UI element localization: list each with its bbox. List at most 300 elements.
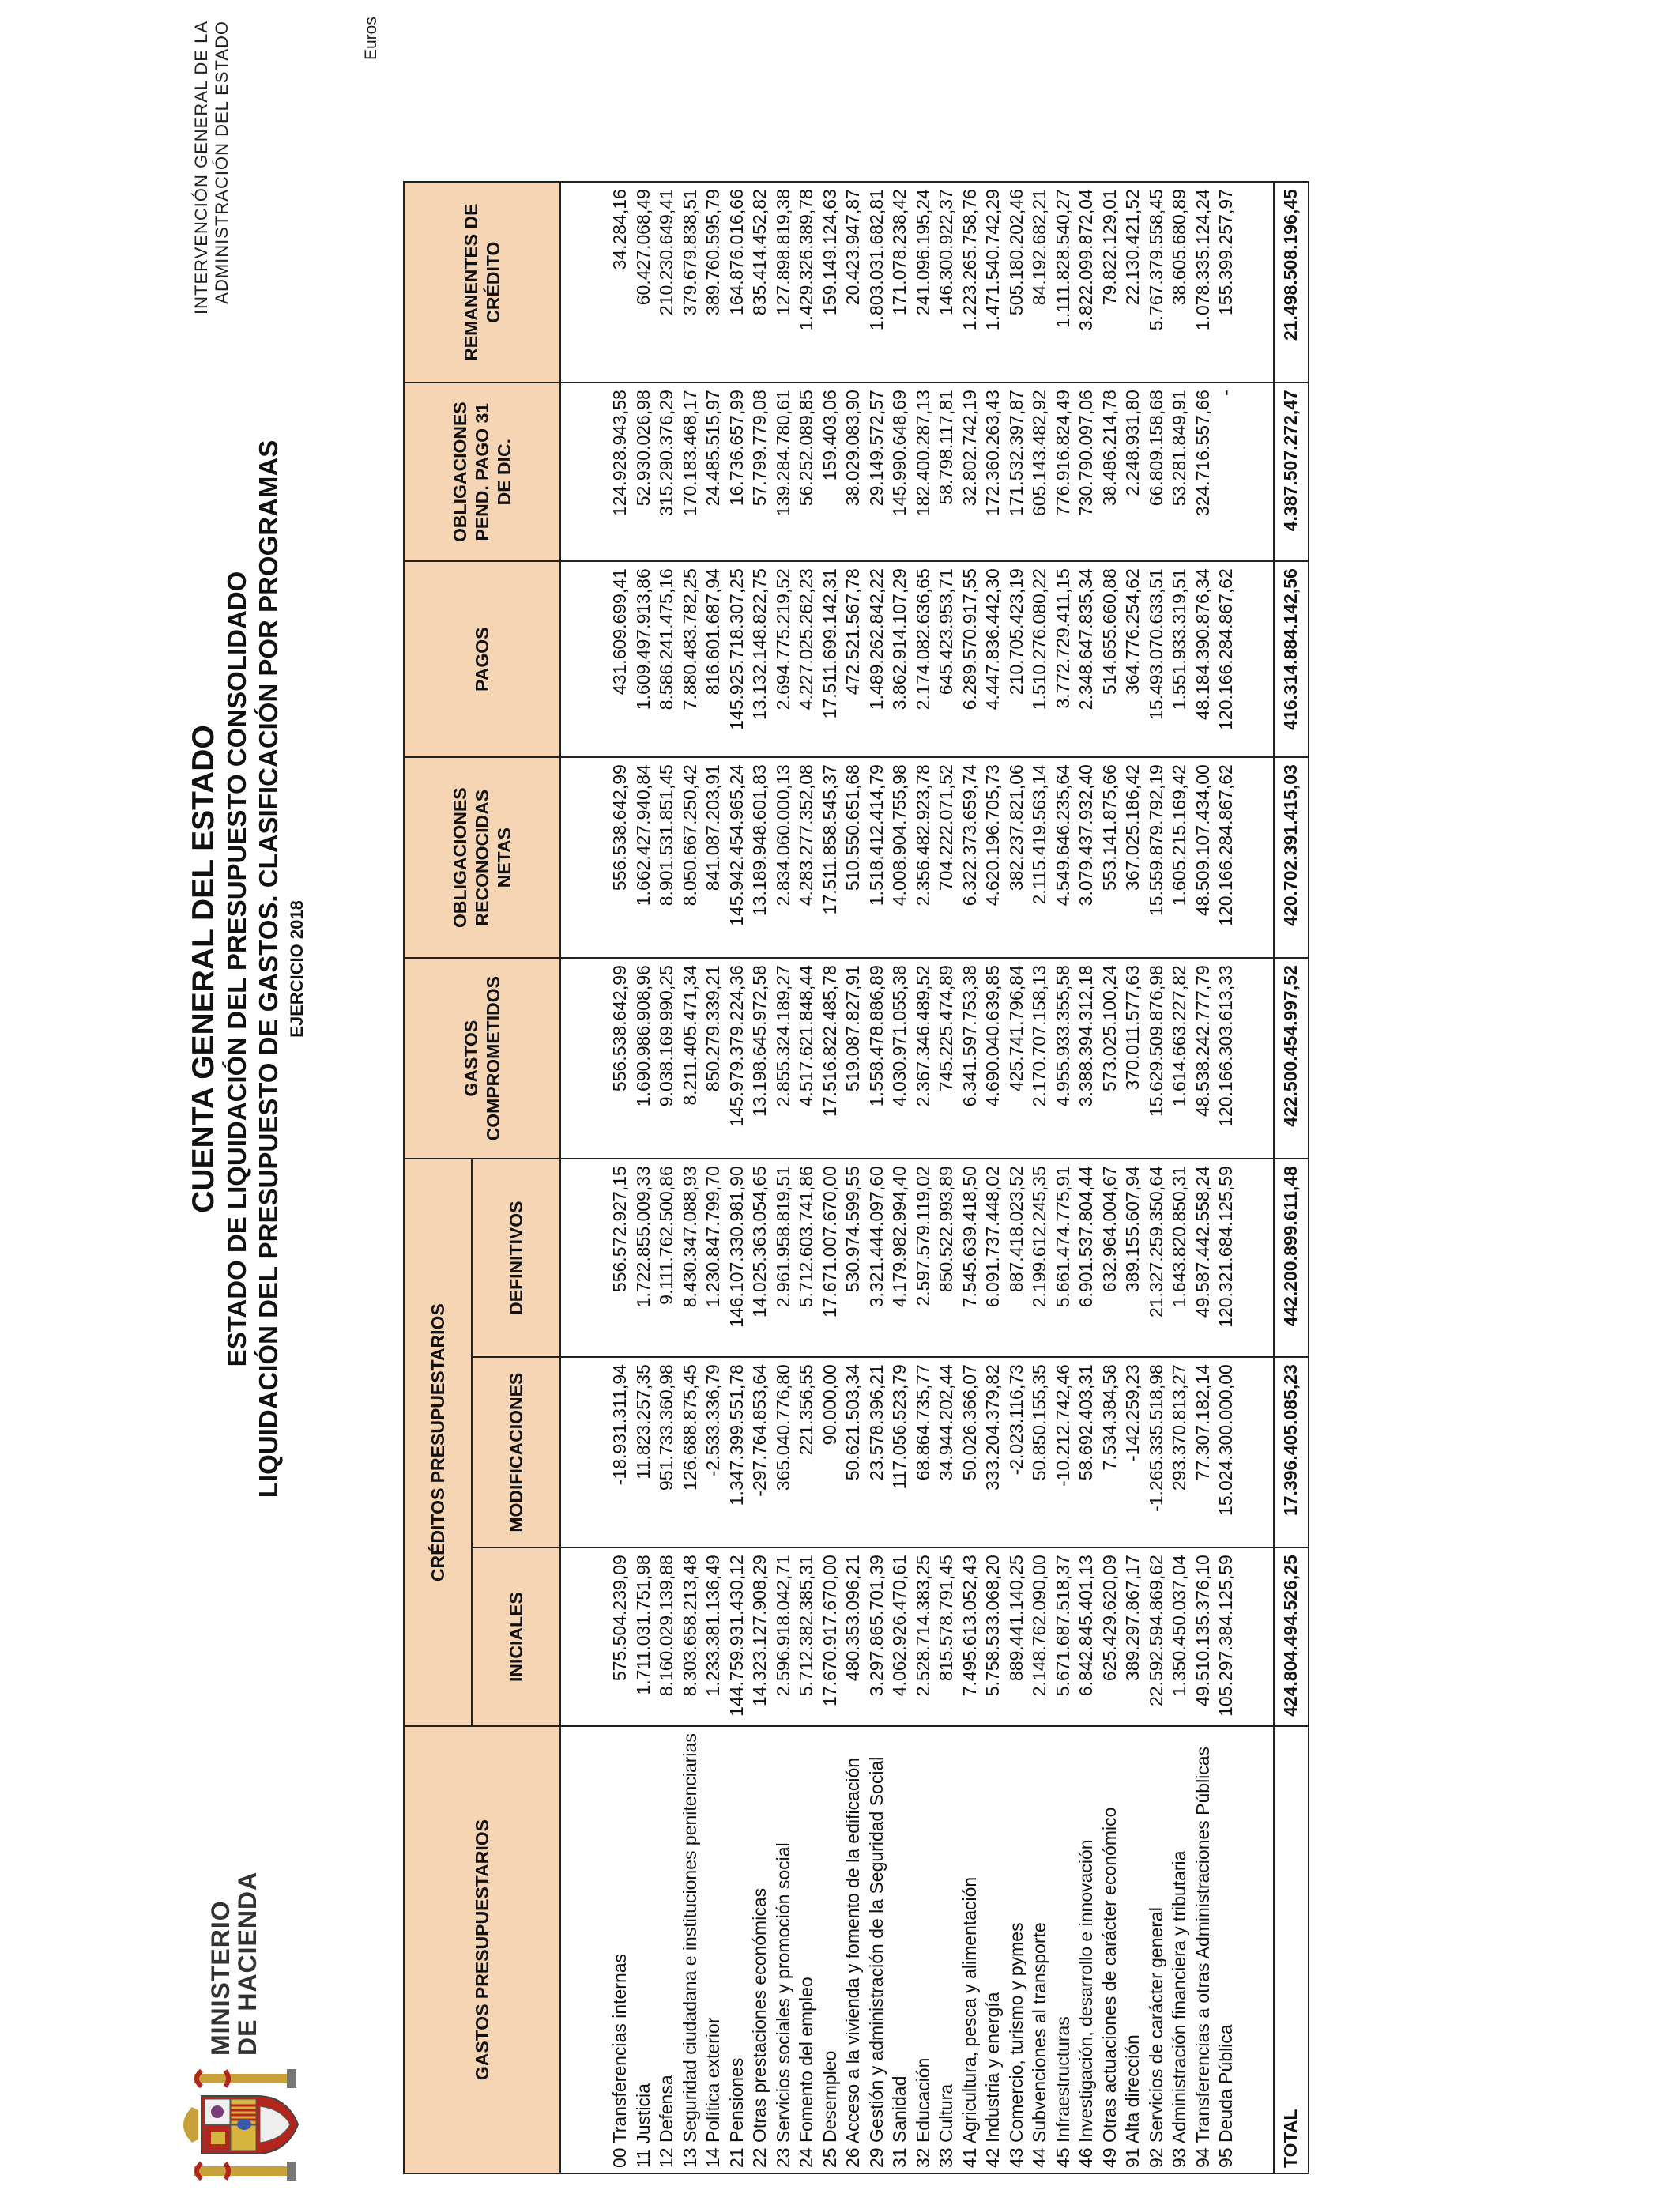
pendientes-cell: 324.716.557,66 (1192, 383, 1215, 561)
pendientes-cell: - (1215, 383, 1274, 561)
definitivos-cell: 2.597.579.119,02 (912, 1159, 936, 1357)
pagos-cell: 1.609.497.913,86 (632, 561, 656, 757)
modificaciones-cell: 15.024.300.000,00 (1215, 1357, 1274, 1547)
definitivos-cell: 1.643.820.850,31 (1168, 1159, 1192, 1357)
pagos-cell: 120.166.284.867,62 (1215, 561, 1274, 757)
comprometidos-cell: 3.388.394.312,18 (1075, 958, 1098, 1159)
remanentes-cell: 34.284,16 (560, 182, 632, 383)
program-name: 92 Servicios de carácter general (1145, 1726, 1169, 2173)
program-name: 31 Sanidad (888, 1726, 912, 2173)
remanentes-cell: 38.605.680,89 (1168, 182, 1192, 383)
issuing-office (191, 21, 232, 321)
comprometidos-cell: 4.030.971.055,38 (888, 958, 912, 1159)
table-body (560, 182, 1309, 2173)
pagos-cell: 1.551.933.319,51 (1168, 561, 1192, 757)
pagos-cell: 3.862.914.107,29 (888, 561, 912, 757)
remanentes-cell: 1.803.031.682,81 (865, 182, 889, 383)
remanentes-cell: 79.822.129,01 (1098, 182, 1122, 383)
program-name: 25 Desempleo (819, 1726, 842, 2173)
header-definitivos: DEFINITIVOS (472, 1159, 560, 1357)
obligaciones-cell: 510.550.651,68 (842, 757, 865, 958)
coat-of-arms-logo (178, 2068, 312, 2182)
pendientes-cell: 52.930.026,98 (632, 383, 656, 561)
pendientes-cell: 38.029.083,90 (842, 383, 865, 561)
remanentes-cell: 1.429.326.389,78 (795, 182, 819, 383)
pendientes-cell: 139.284.780,61 (772, 383, 796, 561)
report-titles (186, 218, 308, 1720)
remanentes-cell: 1.223.265.758,76 (959, 182, 982, 383)
modificaciones-cell: -18.931.311,94 (560, 1357, 632, 1547)
total-definitivos-cell: 442.200.899.611,48 (1274, 1159, 1309, 1357)
obligaciones-cell: 8.901.531.851,45 (655, 757, 679, 958)
comprometidos-cell: 745.225.474,89 (935, 958, 959, 1159)
table-row (819, 182, 842, 2173)
modificaciones-cell: 333.204.379,82 (981, 1357, 1005, 1547)
comprometidos-cell: 2.367.346.489,52 (912, 958, 936, 1159)
pendientes-cell: 145.990.648,69 (888, 383, 912, 561)
iniciales-cell: 2.148.762.090,00 (1028, 1547, 1052, 1726)
iniciales-cell: 889.441.140,25 (1005, 1547, 1029, 1726)
fiscal-year: EJERCICIO 2018 (287, 900, 307, 1038)
total-pagos-cell: 416.314.884.142,56 (1274, 561, 1309, 757)
pagos-cell: 8.586.241.475,16 (655, 561, 679, 757)
currency-label: Euros (362, 17, 380, 60)
pagos-cell: 816.601.687,94 (702, 561, 725, 757)
table-row (725, 182, 749, 2173)
iniciales-cell: 5.758.533.068,20 (981, 1547, 1005, 1726)
definitivos-cell: 7.545.639.418,50 (959, 1159, 982, 1357)
comprometidos-cell: 1.690.986.908,96 (632, 958, 656, 1159)
iniciales-cell: 8.303.658.213,48 (679, 1547, 703, 1726)
remanentes-cell: 84.192.682,21 (1028, 182, 1052, 383)
pagos-cell: 145.925.718.307,25 (725, 561, 749, 757)
program-name: 93 Administración financiera y tributaria (1168, 1726, 1192, 2173)
obligaciones-cell: 13.189.948.601,83 (748, 757, 772, 958)
table-row (795, 182, 819, 2173)
obligaciones-cell: 120.166.284.867,62 (1215, 757, 1274, 958)
header-modificaciones: MODIFICACIONES (472, 1357, 560, 1547)
remanentes-cell: 22.130.421,52 (1121, 182, 1145, 383)
definitivos-cell: 14.025.363.054,65 (748, 1159, 772, 1357)
modificaciones-cell: 23.578.396,21 (865, 1357, 889, 1547)
comprometidos-cell: 8.211.405.471,34 (679, 958, 703, 1159)
definitivos-cell: 850.522.993,89 (935, 1159, 959, 1357)
modificaciones-cell: 126.688.875,45 (679, 1357, 703, 1547)
pendientes-cell: 53.281.849,91 (1168, 383, 1192, 561)
table-row (679, 182, 703, 2173)
issuing-office-line1: INTERVENCIÓN GENERAL DE LA (191, 21, 211, 315)
table-row (748, 182, 772, 2173)
program-name: 95 Deuda Pública (1215, 1726, 1274, 2173)
comprometidos-cell: 425.741.796,84 (1005, 958, 1029, 1159)
modificaciones-cell: -2.533.336,79 (702, 1357, 725, 1547)
remanentes-cell: 127.898.819,38 (772, 182, 796, 383)
remanentes-cell: 5.767.379.558,45 (1145, 182, 1169, 383)
pendientes-cell: 171.532.397,87 (1005, 383, 1029, 561)
definitivos-cell: 6.091.737.448,02 (981, 1159, 1005, 1357)
definitivos-cell: 120.321.684.125,59 (1215, 1159, 1274, 1357)
comprometidos-cell: 556.538.642,99 (560, 958, 632, 1159)
definitivos-cell: 887.418.023,52 (1005, 1159, 1029, 1357)
table-row (1168, 182, 1192, 2173)
comprometidos-cell: 573.025.100,24 (1098, 958, 1122, 1159)
table-row (702, 182, 725, 2173)
comprometidos-cell: 6.341.597.753,38 (959, 958, 982, 1159)
definitivos-cell: 1.230.847.799,70 (702, 1159, 725, 1357)
table-row (1192, 182, 1215, 2173)
program-name: 21 Pensiones (725, 1726, 749, 2173)
total-label: TOTAL (1274, 1726, 1309, 2173)
table-row (1121, 182, 1145, 2173)
table-row (981, 182, 1005, 2173)
iniciales-cell: 2.528.714.383,25 (912, 1547, 936, 1726)
program-name: 44 Subvenciones al transporte (1028, 1726, 1052, 2173)
table-row (1145, 182, 1169, 2173)
program-name: 26 Acceso a la vivienda y fomento de la edificación (842, 1726, 865, 2173)
iniciales-cell: 480.353.096,21 (842, 1547, 865, 1726)
remanentes-cell: 1.111.828.540,27 (1052, 182, 1075, 383)
table-row (865, 182, 889, 2173)
comprometidos-cell: 519.087.827,91 (842, 958, 865, 1159)
pagos-cell: 13.132.148.822,75 (748, 561, 772, 757)
iniciales-cell: 815.578.791,45 (935, 1547, 959, 1726)
comprometidos-cell: 13.198.645.972,58 (748, 958, 772, 1159)
table-row (1052, 182, 1075, 2173)
obligaciones-cell: 2.115.419.563,14 (1028, 757, 1052, 958)
remanentes-cell: 155.399.257,97 (1215, 182, 1274, 383)
iniciales-cell: 5.712.382.385,31 (795, 1547, 819, 1726)
remanentes-cell: 20.423.947,87 (842, 182, 865, 383)
iniciales-cell: 4.062.926.470,61 (888, 1547, 912, 1726)
iniciales-cell: 8.160.029.139,88 (655, 1547, 679, 1726)
pagos-cell: 514.655.660,88 (1098, 561, 1122, 757)
remanentes-cell: 60.427.068,49 (632, 182, 656, 383)
pagos-cell: 1.510.276.080,22 (1028, 561, 1052, 757)
total-pendientes-cell: 4.387.507.272,47 (1274, 383, 1309, 561)
definitivos-cell: 9.111.762.500,86 (655, 1159, 679, 1357)
modificaciones-cell: 7.534.384,58 (1098, 1357, 1122, 1547)
obligaciones-cell: 3.079.437.932,40 (1075, 757, 1098, 958)
definitivos-cell: 21.327.259.350,64 (1145, 1159, 1169, 1357)
definitivos-cell: 17.671.007.670,00 (819, 1159, 842, 1357)
ministry-name (207, 1872, 261, 2056)
definitivos-cell: 389.155.607,94 (1121, 1159, 1145, 1357)
table-row (1005, 182, 1029, 2173)
comprometidos-cell: 4.690.040.639,85 (981, 958, 1005, 1159)
definitivos-cell: 530.974.599,55 (842, 1159, 865, 1357)
modificaciones-cell: 58.692.403,31 (1075, 1357, 1098, 1547)
program-name: 32 Educación (912, 1726, 936, 2173)
remanentes-cell: 171.078.238,42 (888, 182, 912, 383)
definitivos-cell: 49.587.442.558,24 (1192, 1159, 1215, 1357)
budget-table (403, 181, 1309, 2174)
table-row (560, 182, 632, 2173)
remanentes-cell: 3.822.099.872,04 (1075, 182, 1098, 383)
iniciales-cell: 22.592.594.869,62 (1145, 1547, 1169, 1726)
pagos-cell: 15.493.070.633,51 (1145, 561, 1169, 757)
pagos-cell: 2.694.775.219,52 (772, 561, 796, 757)
ministry-line1: MINISTERIO (206, 1900, 235, 2056)
program-name: 33 Cultura (935, 1726, 959, 2173)
modificaciones-cell: 50.850.155,35 (1028, 1357, 1052, 1547)
definitivos-cell: 556.572.927,15 (560, 1159, 632, 1357)
header-pendientes: OBLIGACIONES PEND. PAGO 31 DE DIC. (404, 383, 560, 561)
pagos-cell: 3.772.729.411,15 (1052, 561, 1075, 757)
obligaciones-cell: 1.518.412.414,79 (865, 757, 889, 958)
modificaciones-cell: 90.000,00 (819, 1357, 842, 1547)
program-name: 29 Gestión y administración de la Seguridad Social (865, 1726, 889, 2173)
modificaciones-cell: -142.259,23 (1121, 1357, 1145, 1547)
pendientes-cell: 159.403,06 (819, 383, 842, 561)
obligaciones-cell: 841.087.203,91 (702, 757, 725, 958)
remanentes-cell: 389.760.595,79 (702, 182, 725, 383)
pendientes-cell: 57.799.779,08 (748, 383, 772, 561)
pendientes-cell: 16.736.657,99 (725, 383, 749, 561)
pendientes-cell: 2.248.931,80 (1121, 383, 1145, 561)
obligaciones-cell: 6.322.373.659,74 (959, 757, 982, 958)
program-name: 94 Transferencias a otras Administraciones Públicas (1192, 1726, 1215, 2173)
obligaciones-cell: 2.356.482.923,78 (912, 757, 936, 958)
program-name: 12 Defensa (655, 1726, 679, 2173)
header-obligaciones: OBLIGACIONES RECONOCIDAS NETAS (404, 757, 560, 958)
iniciales-cell: 7.495.613.052,43 (959, 1547, 982, 1726)
iniciales-cell: 1.711.031.751,98 (632, 1547, 656, 1726)
definitivos-cell: 2.199.612.245,35 (1028, 1159, 1052, 1357)
obligaciones-cell: 4.008.904.755,98 (888, 757, 912, 958)
issuing-office-line2: ADMINISTRACIÓN DEL ESTADO (212, 21, 232, 304)
program-name: 22 Otras prestaciones económicas (748, 1726, 772, 2173)
table-row (1075, 182, 1098, 2173)
definitivos-cell: 2.961.958.819,51 (772, 1159, 796, 1357)
modificaciones-cell: 1.347.399.551,78 (725, 1357, 749, 1547)
comprometidos-cell: 120.166.303.613,33 (1215, 958, 1274, 1159)
table-row (1215, 182, 1274, 2173)
remanentes-cell: 379.679.838,51 (679, 182, 703, 383)
modificaciones-cell: 11.823.257,35 (632, 1357, 656, 1547)
comprometidos-cell: 15.629.509.876,98 (1145, 958, 1169, 1159)
program-name: 43 Comercio, turismo y pymes (1005, 1726, 1029, 2173)
remanentes-cell: 164.876.016,66 (725, 182, 749, 383)
table-row (772, 182, 796, 2173)
comprometidos-cell: 2.855.324.189,27 (772, 958, 796, 1159)
iniciales-cell: 105.297.384.125,59 (1215, 1547, 1274, 1726)
total-modificaciones-cell: 17.396.405.085,23 (1274, 1357, 1309, 1547)
pagos-cell: 1.489.262.842,22 (865, 561, 889, 757)
definitivos-cell: 6.901.537.804,44 (1075, 1159, 1098, 1357)
comprometidos-cell: 17.516.822.485,78 (819, 958, 842, 1159)
pagos-cell: 431.609.699,41 (560, 561, 632, 757)
total-remanentes-cell: 21.498.508.196,45 (1274, 182, 1309, 383)
modificaciones-cell: 293.370.813,27 (1168, 1357, 1192, 1547)
definitivos-cell: 146.107.330.981,90 (725, 1159, 749, 1357)
pagos-cell: 6.289.570.917,55 (959, 561, 982, 757)
pendientes-cell: 605.143.482,92 (1028, 383, 1052, 561)
pagos-cell: 7.880.483.782,25 (679, 561, 703, 757)
comprometidos-cell: 1.558.478.886,89 (865, 958, 889, 1159)
obligaciones-cell: 17.511.858.545,37 (819, 757, 842, 958)
obligaciones-cell: 556.538.642,99 (560, 757, 632, 958)
pendientes-cell: 58.798.117,81 (935, 383, 959, 561)
comprometidos-cell: 4.517.621.848,44 (795, 958, 819, 1159)
remanentes-cell: 835.414.452,82 (748, 182, 772, 383)
remanentes-cell: 1.078.335.124,24 (1192, 182, 1215, 383)
pendientes-cell: 172.360.263,43 (981, 383, 1005, 561)
header-iniciales: INICIALES (472, 1547, 560, 1726)
header-gastos: GASTOS PRESUPUESTARIOS (404, 1726, 560, 2173)
modificaciones-cell: 951.733.360,98 (655, 1357, 679, 1547)
program-name: 46 Investigación, desarrollo e innovación (1075, 1726, 1098, 2173)
obligaciones-cell: 367.025.186,42 (1121, 757, 1145, 958)
table-row (959, 182, 982, 2173)
pagos-cell: 4.227.025.262,23 (795, 561, 819, 757)
program-name: 23 Servicios sociales y promoción social (772, 1726, 796, 2173)
remanentes-cell: 505.180.202,46 (1005, 182, 1029, 383)
header-remanentes: REMANENTES DE CRÉDITO (404, 182, 560, 383)
table-row (912, 182, 936, 2173)
definitivos-cell: 632.964.004,67 (1098, 1159, 1122, 1357)
iniciales-cell: 14.323.127.908,29 (748, 1547, 772, 1726)
obligaciones-cell: 553.141.875,66 (1098, 757, 1122, 958)
iniciales-cell: 1.233.381.136,49 (702, 1547, 725, 1726)
definitivos-cell: 1.722.855.009,33 (632, 1159, 656, 1357)
comprometidos-cell: 9.038.169.990,25 (655, 958, 679, 1159)
program-name: 42 Industria y energía (981, 1726, 1005, 2173)
definitivos-cell: 8.430.347.088,93 (679, 1159, 703, 1357)
comprometidos-cell: 1.614.663.227,82 (1168, 958, 1192, 1159)
pagos-cell: 364.776.254,62 (1121, 561, 1145, 757)
obligaciones-cell: 15.559.879.792,19 (1145, 757, 1169, 958)
iniciales-cell: 575.504.239,09 (560, 1547, 632, 1726)
iniciales-cell: 5.671.687.518,37 (1052, 1547, 1075, 1726)
total-iniciales-cell: 424.804.494.526,25 (1274, 1547, 1309, 1726)
header-pagos: PAGOS (404, 561, 560, 757)
iniciales-cell: 1.350.450.037,04 (1168, 1547, 1192, 1726)
pendientes-cell: 170.183.468,17 (679, 383, 703, 561)
obligaciones-cell: 4.283.277.352,08 (795, 757, 819, 958)
obligaciones-cell: 4.549.646.235,64 (1052, 757, 1075, 958)
pagos-cell: 2.174.082.636,65 (912, 561, 936, 757)
comprometidos-cell: 48.538.242.777,79 (1192, 958, 1215, 1159)
table-row (1098, 182, 1122, 2173)
definitivos-cell: 4.179.982.994,40 (888, 1159, 912, 1357)
definitivos-cell: 5.712.603.741,86 (795, 1159, 819, 1357)
ministry-line2: DE HACIENDA (233, 1871, 262, 2056)
modificaciones-cell: 68.864.735,77 (912, 1357, 936, 1547)
table-row (655, 182, 679, 2173)
obligaciones-cell: 145.942.454.965,24 (725, 757, 749, 958)
total-obligaciones-cell: 420.702.391.415,03 (1274, 757, 1309, 958)
definitivos-cell: 5.661.474.775,91 (1052, 1159, 1075, 1357)
iniciales-cell: 49.510.135.376,10 (1192, 1547, 1215, 1726)
table-row (935, 182, 959, 2173)
program-name: 45 Infraestructuras (1052, 1726, 1075, 2173)
iniciales-cell: 6.842.845.401,13 (1075, 1547, 1098, 1726)
obligaciones-cell: 1.605.215.169,42 (1168, 757, 1192, 958)
report-subtitle-1: ESTADO DE LIQUIDACIÓN DEL PRESUPUESTO CONSOLIDADO (222, 571, 251, 1367)
table-row (888, 182, 912, 2173)
pendientes-cell: 66.809.158,68 (1145, 383, 1169, 561)
remanentes-cell: 159.149.124,63 (819, 182, 842, 383)
iniciales-cell: 17.670.917.670,00 (819, 1547, 842, 1726)
obligaciones-cell: 382.237.821,06 (1005, 757, 1029, 958)
pendientes-cell: 124.928.943,58 (560, 383, 632, 561)
remanentes-cell: 1.471.540.742,29 (981, 182, 1005, 383)
program-name: 24 Fomento del empleo (795, 1726, 819, 2173)
pendientes-cell: 730.790.097,06 (1075, 383, 1098, 561)
pagos-cell: 472.521.567,78 (842, 561, 865, 757)
pendientes-cell: 776.916.824,49 (1052, 383, 1075, 561)
pendientes-cell: 32.802.742,19 (959, 383, 982, 561)
obligaciones-cell: 48.509.107.434,00 (1192, 757, 1215, 958)
program-name: 00 Transferencias internas (560, 1726, 632, 2173)
header-creditos: CRÉDITOS PRESUPUESTARIOS (404, 1159, 472, 1726)
pendientes-cell: 182.400.287,13 (912, 383, 936, 561)
modificaciones-cell: 50.026.366,07 (959, 1357, 982, 1547)
total-row (1274, 182, 1309, 2173)
obligaciones-cell: 704.222.071,52 (935, 757, 959, 958)
modificaciones-cell: -10.212.742,46 (1052, 1357, 1075, 1547)
comprometidos-cell: 145.979.379.224,36 (725, 958, 749, 1159)
modificaciones-cell: -2.023.116,73 (1005, 1357, 1029, 1547)
pendientes-cell: 24.485.515,97 (702, 383, 725, 561)
table-row (842, 182, 865, 2173)
remanentes-cell: 241.096.195,24 (912, 182, 936, 383)
modificaciones-cell: 34.944.202,44 (935, 1357, 959, 1547)
modificaciones-cell: -297.764.853,64 (748, 1357, 772, 1547)
pagos-cell: 645.423.953,71 (935, 561, 959, 757)
program-name: 41 Agricultura, pesca y alimentación (959, 1726, 982, 2173)
pagos-cell: 4.447.836.442,30 (981, 561, 1005, 757)
pendientes-cell: 315.290.376,29 (655, 383, 679, 561)
iniciales-cell: 389.297.867,17 (1121, 1547, 1145, 1726)
iniciales-cell: 2.596.918.042,71 (772, 1547, 796, 1726)
total-comprometidos-cell: 422.500.454.997,52 (1274, 958, 1309, 1159)
modificaciones-cell: 221.356,55 (795, 1357, 819, 1547)
program-name: 14 Política exterior (702, 1726, 725, 2173)
definitivos-cell: 3.321.444.097,60 (865, 1159, 889, 1357)
obligaciones-cell: 2.834.060.000,13 (772, 757, 796, 958)
pendientes-cell: 56.252.089,85 (795, 383, 819, 561)
report-subtitle-2: LIQUIDACIÓN DEL PRESUPUESTO DE GASTOS. CLASIFICACIÓN POR PROGRAMAS (254, 439, 283, 1498)
iniciales-cell: 625.429.620,09 (1098, 1547, 1122, 1726)
comprometidos-cell: 2.170.707.158,13 (1028, 958, 1052, 1159)
obligaciones-cell: 1.662.427.940,84 (632, 757, 656, 958)
iniciales-cell: 144.759.931.430,12 (725, 1547, 749, 1726)
comprometidos-cell: 4.955.933.355,58 (1052, 958, 1075, 1159)
program-name: 49 Otras actuaciones de carácter económico (1098, 1726, 1122, 2173)
pagos-cell: 2.348.647.835,34 (1075, 561, 1098, 757)
program-name: 13 Seguridad ciudadana e instituciones penitenciarias (679, 1726, 703, 2173)
remanentes-cell: 210.230.649,41 (655, 182, 679, 383)
remanentes-cell: 146.300.922,37 (935, 182, 959, 383)
table-row (1028, 182, 1052, 2173)
modificaciones-cell: -1.265.335.518,98 (1145, 1357, 1169, 1547)
modificaciones-cell: 50.621.503,34 (842, 1357, 865, 1547)
obligaciones-cell: 4.620.196.705,73 (981, 757, 1005, 958)
header-gastos-comprometidos: GASTOS COMPROMETIDOS (404, 958, 560, 1159)
pagos-cell: 48.184.390.876,34 (1192, 561, 1215, 757)
pagos-cell: 210.705.423,19 (1005, 561, 1029, 757)
program-name: 11 Justicia (632, 1726, 656, 2173)
obligaciones-cell: 8.050.667.250,42 (679, 757, 703, 958)
comprometidos-cell: 850.279.339,21 (702, 958, 725, 1159)
modificaciones-cell: 77.307.182,14 (1192, 1357, 1215, 1547)
modificaciones-cell: 365.040.776,80 (772, 1357, 796, 1547)
pendientes-cell: 38.486.214,78 (1098, 383, 1122, 561)
pendientes-cell: 29.149.572,57 (865, 383, 889, 561)
program-name: 91 Alta dirección (1121, 1726, 1145, 2173)
pagos-cell: 17.511.699.142,31 (819, 561, 842, 757)
